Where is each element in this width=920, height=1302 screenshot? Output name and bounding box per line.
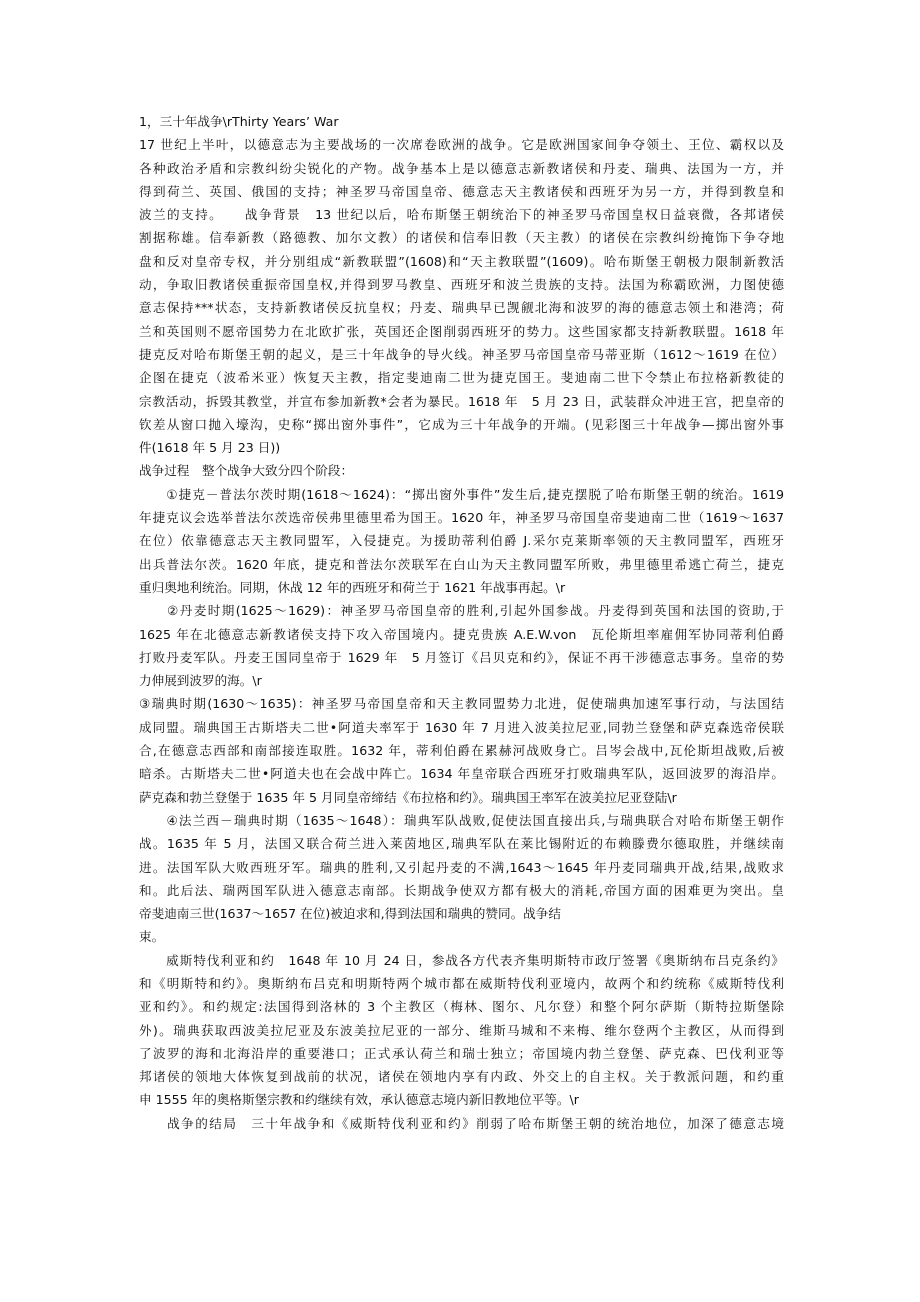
- text-line: 年捷克议会选举普法尔茨选帝侯弗里德里希为国王。1620 年，神圣罗马帝国皇帝斐迪南二世（1619～1637: [139, 510, 784, 526]
- text-line: 邦诸侯的领地大体恢复到战前的状况，诸侯在领地内享有内政、外交上的自主权。关于教派问题，和约重: [139, 1069, 784, 1085]
- text-line: 申 1555 年的奥格斯堡宗教和约继续有效，承认德意志境内新旧教地位平等。\r: [139, 1092, 579, 1108]
- text-line: 17 世纪上半叶，以德意志为主要战场的一次席卷欧洲的战争。它是欧洲国家间争夺领土、王位、霸权以及: [139, 137, 784, 153]
- text-line: 动，争取旧教诸侯重振帝国皇权,并得到罗马教皇、西班牙和波兰贵族的支持。法国为称霸欧洲，力图使德: [139, 277, 784, 293]
- text-line: 合,在德意志西部和南部接连取胜。1632 年，蒂利伯爵在累赫河战败身亡。吕岑会战中,瓦伦斯坦战败,后被: [139, 743, 784, 759]
- text-line: 捷克反对哈布斯堡王朝的起义，是三十年战争的导火线。神圣罗马帝国皇帝马蒂亚斯（1612～1619 在位）: [139, 346, 784, 362]
- document-body: [139, 110, 784, 1135]
- text-line: 外)。瑞典获取西波美拉尼亚及东波美拉尼亚的一部分、维斯马城和不来梅、维尔登两个主教区，从而得到: [139, 1022, 784, 1038]
- text-line: 割据称雄。信奉新教（路德教、加尔文教）的诸侯和信奉旧教（天主教）的诸侯在宗教纠纷掩饰下争夺地: [139, 230, 784, 246]
- text-line: 得到荷兰、英国、俄国的支持；神圣罗马帝国皇帝、德意志天主教诸侯和西班牙为另一方，并得到教皇和: [139, 183, 784, 199]
- text-line: 萨克森和勃兰登堡于 1635 年 5 月同皇帝缔结《布拉格和约》。瑞典国王率军在波美拉尼亚登陆\r: [139, 789, 677, 805]
- text-line: 各种政治矛盾和宗教纠纷尖锐化的产物。战争基本上是以德意志新教诸侯和丹麦、瑞典、法国为一方，并: [139, 160, 784, 176]
- text-line: 束。: [139, 929, 165, 945]
- text-line: 和。此后法、瑞两国军队进入德意志南部。长期战争使双方都有极大的消耗,帝国方面的困难更为突出。皇: [139, 882, 784, 898]
- text-line: 在位）依靠德意志天主教同盟军，入侵捷克。为援助蒂利伯爵 J.采尔克莱斯率领的天主教同盟军，西班牙: [139, 533, 784, 549]
- text-line: 帝斐迪南三世(1637～1657 在位)被迫求和,得到法国和瑞典的赞同。战争结: [139, 906, 561, 922]
- text-line: 威斯特伐利亚和约 1648 年 10 月 24 日，参战各方代表齐集明斯特市政厅签署《奥斯纳布吕克条约》: [139, 952, 784, 968]
- text-line: 钦差从窗口抛入壕沟，史称“掷出窗外事件”，它成为三十年战争的开端。(见彩图三十年战争—掷出窗外事: [139, 416, 784, 432]
- text-line: 兰和英国则不愿帝国势力在北欧扩张，英国还企图削弱西班牙的势力。这些国家都支持新教联盟。1618 年: [139, 323, 784, 339]
- text-line: 企图在捷克（波希米亚）恢复天主教，指定斐迪南二世为捷克国王。斐迪南二世下令禁止布拉格新教徒的: [139, 370, 784, 386]
- text-line: ①捷克－普法尔茨时期(1618～1624)：“掷出窗外事件”发生后,捷克摆脱了哈布斯堡王朝的统治。1619: [139, 486, 784, 502]
- document-title: 1，三十年战争\rThirty Years’ War: [139, 114, 339, 129]
- text-line: 了波罗的海和北海沿岸的重要港口；正式承认荷兰和瑞士独立；帝国境内勃兰登堡、萨克森、巴伐利亚等: [139, 1045, 784, 1061]
- text-line: 战。1635 年 5 月，法国又联合荷兰进入莱茵地区,瑞典军队在莱比锡附近的布赖滕费尔德取胜，并继续南: [139, 836, 784, 852]
- text-line: ②丹麦时期(1625～1629)：神圣罗马帝国皇帝的胜利,引起外国参战。丹麦得到英国和法国的资助,于: [139, 603, 784, 619]
- text-line: 意志保持***状态，支持新教诸侯反抗皇权；丹麦、瑞典早已觊觎北海和波罗的海的德意志领土和港湾；荷: [139, 300, 784, 316]
- text-line: 宗教活动，拆毁其教堂，并宣布参加新教*会者为暴民。1618 年 5 月 23 日，武装群众冲进王宫，把皇帝的: [139, 393, 784, 409]
- text-line: 和《明斯特和约》。奥斯纳布吕克和明斯特两个城市都在威斯特伐利亚境内，故两个和约统称《威斯特伐利: [139, 975, 784, 991]
- text-line: 1625 年在北德意志新教诸侯支持下攻入帝国境内。捷克贵族 A.E.W.von 瓦伦斯坦率雇佣军协同蒂利伯爵: [139, 626, 784, 642]
- text-line: 盘和反对皇帝专权，并分别组成“新教联盟”(1608)和“天主教联盟”(1609)。哈布斯堡王朝极力限制新教活: [139, 253, 784, 269]
- text-line: 战争的结局 三十年战争和《威斯特伐利亚和约》削弱了哈布斯堡王朝的统治地位，加深了德意志境: [139, 1115, 784, 1131]
- text-line: 件(1618 年 5 月 23 日)): [139, 440, 281, 456]
- text-line: 成同盟。瑞典国王古斯塔夫二世•阿道夫率军于 1630 年 7 月进入波美拉尼亚,同勃兰登堡和萨克森选帝侯联: [139, 719, 784, 735]
- text-line: 重归奥地利统治。同期，休战 12 年的西班牙和荷兰于 1621 年战事再起。\r: [139, 579, 566, 595]
- text-line: 亚和约》。和约规定:法国得到洛林的 3 个主教区（梅林、图尔、凡尔登）和整个阿尔萨斯（斯特拉斯堡除: [139, 999, 784, 1015]
- text-line: 进。法国军队大败西班牙军。瑞典的胜利,又引起丹麦的不满,1643～1645 年丹麦同瑞典开战,结果,战败求: [139, 859, 784, 875]
- text-line: 暗杀。古斯塔夫二世•阿道夫也在会战中阵亡。1634 年皇帝联合西班牙打败瑞典军队，返回波罗的海沿岸。: [139, 766, 784, 782]
- text-line: 出兵普法尔茨。1620 年底，捷克和普法尔茨联军在白山为天主教同盟军所败，弗里德里希逃亡荷兰，捷克: [139, 556, 784, 572]
- text-line: ③瑞典时期(1630～1635)：神圣罗马帝国皇帝和天主教同盟势力北进，促使瑞典加速军事行动，与法国结: [139, 696, 784, 712]
- text-line: 打败丹麦军队。丹麦王国同皇帝于 1629 年 5 月签订《吕贝克和约》，保证不再干涉德意志事务。皇帝的势: [139, 649, 784, 665]
- text-line: 战争过程 整个战争大致分四个阶段：: [139, 463, 354, 479]
- paragraph-block: [139, 133, 784, 1135]
- text-line: 波兰的支持。 战争背景 13 世纪以后，哈布斯堡王朝统治下的神圣罗马帝国皇权日益衰微，各邦诸侯: [139, 207, 784, 223]
- text-line: ④法兰西－瑞典时期（1635～1648）：瑞典军队战败,促使法国直接出兵,与瑞典联合对哈布斯堡王朝作: [139, 812, 784, 828]
- text-line: 力伸展到波罗的海。\r: [139, 673, 262, 689]
